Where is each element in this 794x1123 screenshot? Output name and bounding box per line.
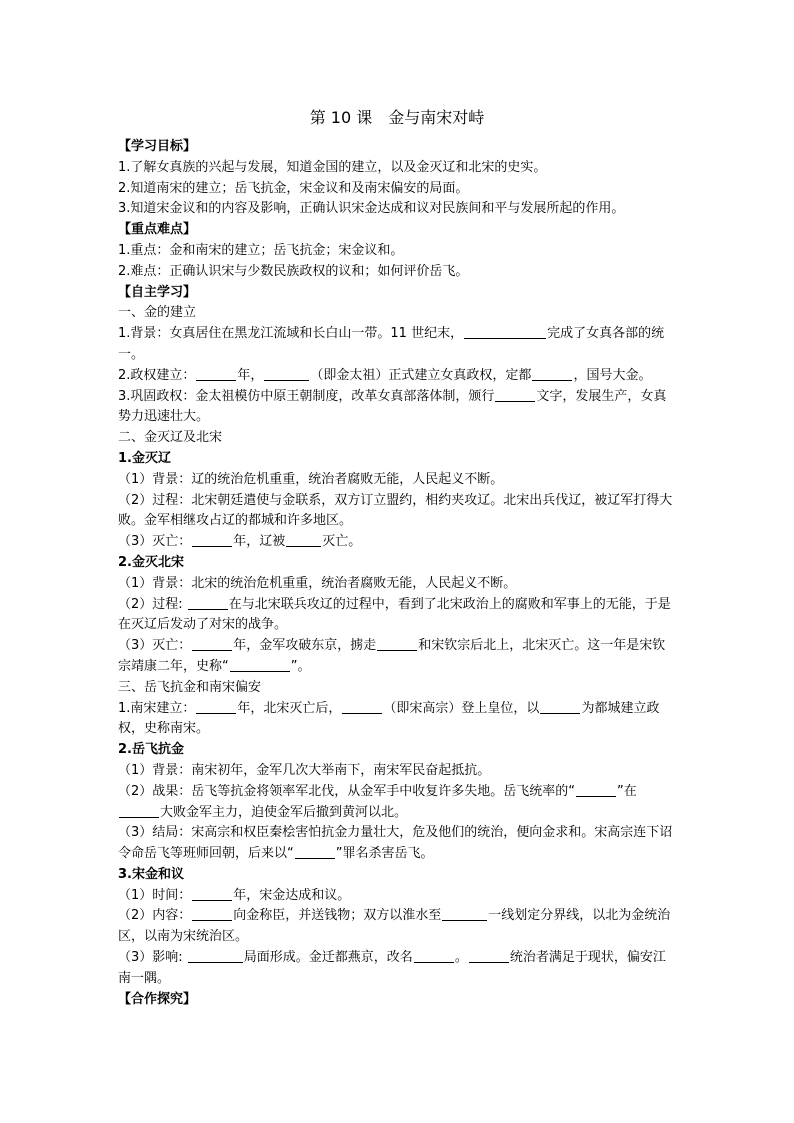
- goal-item: 2.知道南宋的建立；岳飞抗金，宋金议和及南宋偏安的局面。: [118, 180, 469, 196]
- blank-line[interactable]: [188, 595, 228, 610]
- study-paragraph: 2.政权建立： 年， （即金太祖）正式建立女真政权，定都 ，国号大金。: [118, 367, 652, 383]
- study-paragraph: （1）时间： 年，宋金达成和议。: [118, 887, 351, 903]
- blank-line[interactable]: [192, 906, 232, 921]
- section-heading-goals: 【学习目标】: [118, 139, 197, 154]
- study-paragraph: 3.巩固政权：金太祖模仿中原王朝制度，改革女真部落体制，颁行 文字，发展生产，女真势力迅速壮大。: [118, 388, 667, 425]
- study-paragraph: （1）背景：北宋的统治危机重重，统治者腐败无能，人民起义不断。: [118, 575, 517, 591]
- section-heading-self-study: 【自主学习】: [118, 284, 197, 300]
- blank-line[interactable]: [342, 699, 382, 714]
- document-body: [118, 137, 678, 1010]
- study-paragraph: （3）灭亡： 年，辽被 灭亡。: [118, 534, 362, 550]
- keypoint-item: 1.重点：金和南宋的建立；岳飞抗金；宋金议和。: [118, 242, 404, 258]
- blank-line[interactable]: [188, 948, 243, 963]
- blank-line[interactable]: [196, 699, 236, 714]
- blank-line[interactable]: [264, 366, 309, 381]
- blank-line[interactable]: [192, 532, 232, 547]
- blank-line[interactable]: [230, 657, 290, 672]
- study-paragraph: （2）过程: 在与北宋联兵攻辽的过程中，看到了北宋政治上的腐败和军事上的无能，于是在灭辽后发动了对宋的战争。: [118, 596, 671, 633]
- blank-line[interactable]: [192, 636, 232, 651]
- study-paragraph: （3）影响: 局面形成。金迁都燕京，改名 。 统治者满足于现状，偏安江南一隅。: [118, 950, 666, 986]
- sub-title: 3.宋金和议: [118, 866, 184, 882]
- section-heading-keypoints: 【重点难点】: [118, 222, 197, 238]
- blank-line[interactable]: [464, 324, 546, 339]
- blank-line[interactable]: [469, 948, 509, 963]
- goal-item: 3.知道宋金议和的内容及影响，正确认识宋金达成和议对民族间和平与发展所起的作用。: [118, 201, 625, 217]
- study-paragraph: （1）背景：南宋初年，金军几次大举南下，南宋军民奋起抵抗。: [118, 762, 491, 778]
- study-paragraph: 1.南宋建立： 年，北宋灭亡后， （即宋高宗）登上皇位，以 为都城建立政权，史称南宋。: [118, 700, 660, 737]
- part-title: 一、金的建立: [118, 305, 197, 321]
- blank-line[interactable]: [495, 387, 535, 402]
- blank-line[interactable]: [414, 948, 454, 963]
- section-heading-explore: 【合作探究】: [118, 991, 197, 1007]
- part-title: 二、金灭辽及北宋: [118, 430, 223, 446]
- page-title: 第 10 课 金与南宋对峙: [309, 108, 485, 127]
- blank-line[interactable]: [196, 366, 236, 381]
- sub-title: 2.金灭北宋: [118, 554, 184, 570]
- study-paragraph: （2）过程：北宋朝廷遣使与金联系，双方订立盟约，相约夹攻辽。北宋出兵伐辽，被辽军打得大败。金军相继攻占辽的都城和许多地区。: [118, 492, 673, 529]
- blank-line[interactable]: [540, 699, 580, 714]
- keypoint-item: 2.难点：正确认识宋与少数民族政权的议和；如何评价岳飞。: [118, 263, 469, 279]
- study-paragraph: （3）结局：宋高宗和权臣秦桧害怕抗金力量壮大，危及他们的统治，便向金求和。宋高宗连下诏令命岳飞等班师回朝，后来以“ ”罪名杀害岳飞。: [118, 825, 673, 862]
- study-paragraph: （3）灭亡： 年，金军攻破东京，掳走 和宋钦宗后北上，北宋灭亡。这一年是宋钦宗靖康二年，史称“ ”。: [118, 638, 666, 674]
- blank-line[interactable]: [192, 886, 232, 901]
- blank-line[interactable]: [119, 803, 159, 818]
- study-paragraph: （2）战果：岳飞等抗金将领率军北伐，从金军手中收复许多失地。岳飞统率的“ ”在大败金军主力，迫使金军后撤到黄河以北。: [118, 783, 637, 820]
- blank-line[interactable]: [377, 636, 417, 651]
- sub-title: 1.金灭辽: [118, 450, 171, 466]
- blank-line[interactable]: [576, 782, 616, 797]
- blank-line[interactable]: [442, 906, 487, 921]
- study-paragraph: （1）背景：辽的统治危机重重，统治者腐败无能，人民起义不断。: [118, 471, 504, 487]
- blank-line[interactable]: [286, 532, 321, 547]
- goal-item: 1.了解女真族的兴起与发展，知道金国的建立，以及金灭辽和北宋的史实。: [118, 159, 547, 175]
- study-paragraph: （2）内容： 向金称臣，并送钱物；双方以淮水至 一线划定分界线，以北为金统治区，以南为宋统治区。: [118, 908, 671, 945]
- part-title: 三、岳飞抗金和南宋偏安: [118, 679, 262, 695]
- blank-line[interactable]: [532, 366, 572, 381]
- sub-title: 2.岳飞抗金: [118, 742, 184, 758]
- study-paragraph: 1.背景：女真居住在黑龙江流域和长白山一带。11 世纪末， 完成了女真各部的统一。: [118, 326, 665, 362]
- blank-line[interactable]: [295, 844, 335, 859]
